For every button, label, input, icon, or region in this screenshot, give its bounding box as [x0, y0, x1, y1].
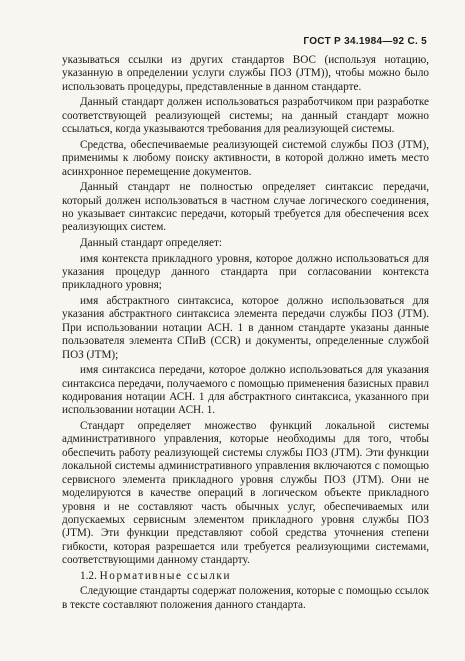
list-item: имя абстрактного синтаксиса, которое должно использоваться для указания абстрактного синтаксиса элемента передачи службы ПОЗ (JTM). При использовании нотации АСН. 1 в данном стандарте указаны данные пользователя элемента СПиВ (CCR) и документы, определенные службой ПОЗ (JTM);: [62, 295, 429, 361]
paragraph: Данный стандарт должен использоваться разработчиком при разработке соответствующей реализующей системы; на данный стандарт можно ссылаться, когда указываются требования для реализующей системы.: [62, 96, 429, 136]
list-item: имя синтаксиса передачи, которое должно использоваться для указания синтаксиса передачи, получаемого с помощью применения базисных правил кодирования нотации АСН. 1 для абстрактного синтаксиса, указанного при использовании нотации АСН. 1.: [62, 364, 429, 417]
section-heading: [62, 570, 429, 583]
paragraph: Данный стандарт определяет:: [80, 237, 222, 250]
page-header: ГОСТ Р 34.1984—92 С. 5: [303, 36, 427, 47]
paragraph: Средства, обеспечиваемые реализующей системой службы ПОЗ (JTM), применимы к любому поиску активности, в которой должно иметь место асинхронное перемещение документов.: [62, 138, 429, 178]
document-body: [62, 54, 429, 614]
paragraph: Данный стандарт не полностью определяет синтаксис передачи, который должен использоваться в частном случае логического соединения, но указывает синтаксис передачи, который требуется для обеспечения всех реализующих систем.: [62, 181, 429, 234]
section-number: 1.2.: [80, 569, 97, 582]
paragraph: Следующие стандарты содержат положения, которые с помощью ссылок в тексте составляют положения данного стандарта.: [62, 585, 429, 611]
section-title: Нормативные ссылки: [99, 569, 232, 582]
list-item: имя контекста прикладного уровня, которое должно использоваться для указания процедур данного стандарта при согласовании контекста прикладного уровня;: [62, 252, 429, 292]
paragraph: Стандарт определяет множество функций локальной системы административного управления, которые необходимы для того, чтобы обеспечить работу реализующей системы службы ПОЗ (JTM). Эти функции локальной системы административного управления включаются с помощью сервисного элемента прикладного уровня службы ПОЗ (JTM). Они не моделируются в качестве операций в логическом объекте прикладного уровня и не составляют часть обычных услуг, обеспечиваемых или допускаемых сервисным элементом прикладного уровня службы ПОЗ (JTM). Эти функции представляют собой средства уточнения степени гибкости, которая разрешается или требуется реализующими системами, соответствующими данному стандарту.: [62, 420, 429, 567]
paragraph-continuation: указываться ссылки из других стандартов ВОС (используя нотацию, указанную в определении услуги службы ПОЗ (JTM)), чтобы можно было использовать процедуры, представленные в данном стандарте.: [62, 54, 429, 93]
